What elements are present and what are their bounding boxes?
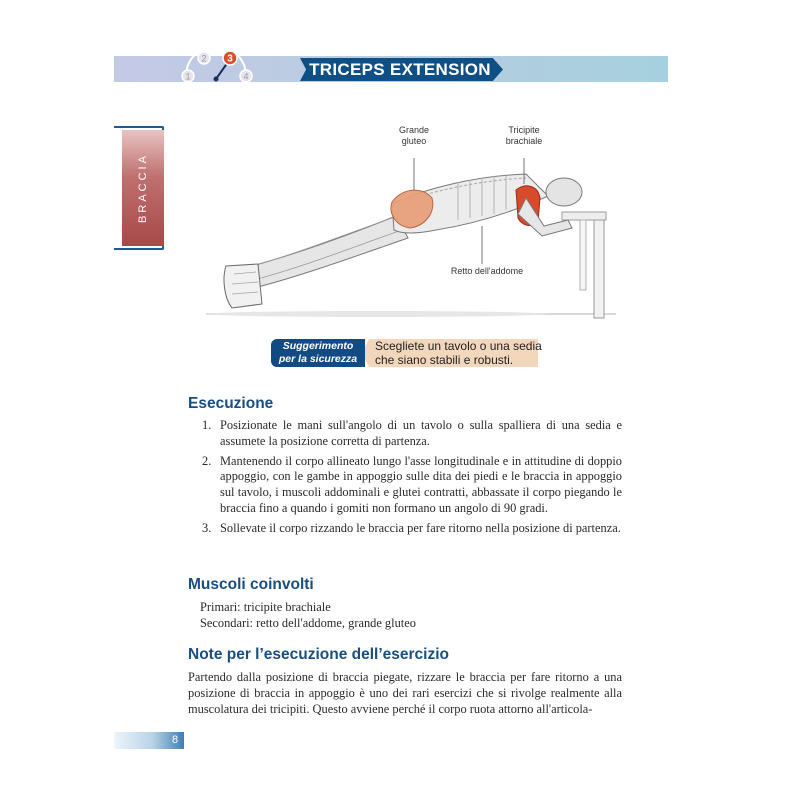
anatomy-figure [196,118,626,328]
gauge-arc [186,48,246,76]
label-gluteus: Grande gluteo [398,125,430,146]
label-triceps: Tricipite brachiale [505,125,543,146]
svg-text:4: 4 [243,71,249,82]
muscles-primary: Primari: tricipite brachiale [200,600,331,614]
gauge-level-2 [198,52,210,64]
notes-paragraph: Partendo dalla posizione di braccia piegate, rizzare le braccia per fare ritorno a una posizione di braccia in appoggio è uno dei rari esercizi che si rivolge realmente alla muscolatura dei tricipiti. Questo avviene perché il corpo ruota attorno all'articola- [188,670,622,716]
page-number: 8 [171,734,179,746]
label-abdomen: Retto dell'addome [450,266,524,276]
execution-steps [188,418,622,541]
exercise-illustration [196,118,626,328]
svg-text:1: 1 [185,71,191,82]
gauge-level-3-active [223,51,237,65]
floor-shadow [206,311,546,317]
difficulty-level-gauge [176,48,256,84]
step-number: 2. [202,453,212,468]
gauge-level-4 [240,70,252,82]
page-title: TRICEPS EXTENSION [309,60,491,79]
side-tab-label: BRACCIA [137,153,149,223]
step-number: 1. [202,418,212,432]
gauge-level-1 [182,70,194,82]
step-item [188,454,622,517]
shoe-icon [224,264,262,308]
step-item [188,418,622,450]
step-number: 3. [202,520,212,535]
legs-shape [236,216,408,290]
step-text: Posizionate le mani sull'angolo di un tavolo o sulla spalliera di una sedia e assumete la posizione corretta di partenza. [220,418,622,448]
head-shape [546,178,582,206]
svg-text:2: 2 [201,53,207,64]
step-text: Sollevate il corpo rizzando le braccia per fare ritorno nella posizione di partenza. [220,520,621,535]
step-item [188,521,622,537]
heading-notes: Note per l’esecuzione dell’esercizio [188,646,450,663]
safety-tip-text: Scegliete un tavolo o una sedia che siano stabili e robusti. [375,339,542,367]
heading-execution: Esecuzione [188,395,274,412]
step-text: Mantenendo il corpo allineato lungo l'asse longitudinale e in attitudine di doppio appoggio, con le gambe in appoggio sulle dita dei piedi e le braccia in appoggio sul tavolo, i muscoli addominali e glutei contratti, abbassate il corpo piegando le braccia fino a quando i gomiti non formano un angolo di 90 gradi. [220,453,622,515]
heading-muscles: Muscoli coinvolti [188,576,314,593]
muscles-secondary: Secondari: retto dell'addome, grande gluteo [200,615,416,630]
svg-text:3: 3 [227,53,233,65]
muscles-list [200,600,416,632]
safety-tip-badge: Suggerimento per la sicurezza [271,339,365,367]
